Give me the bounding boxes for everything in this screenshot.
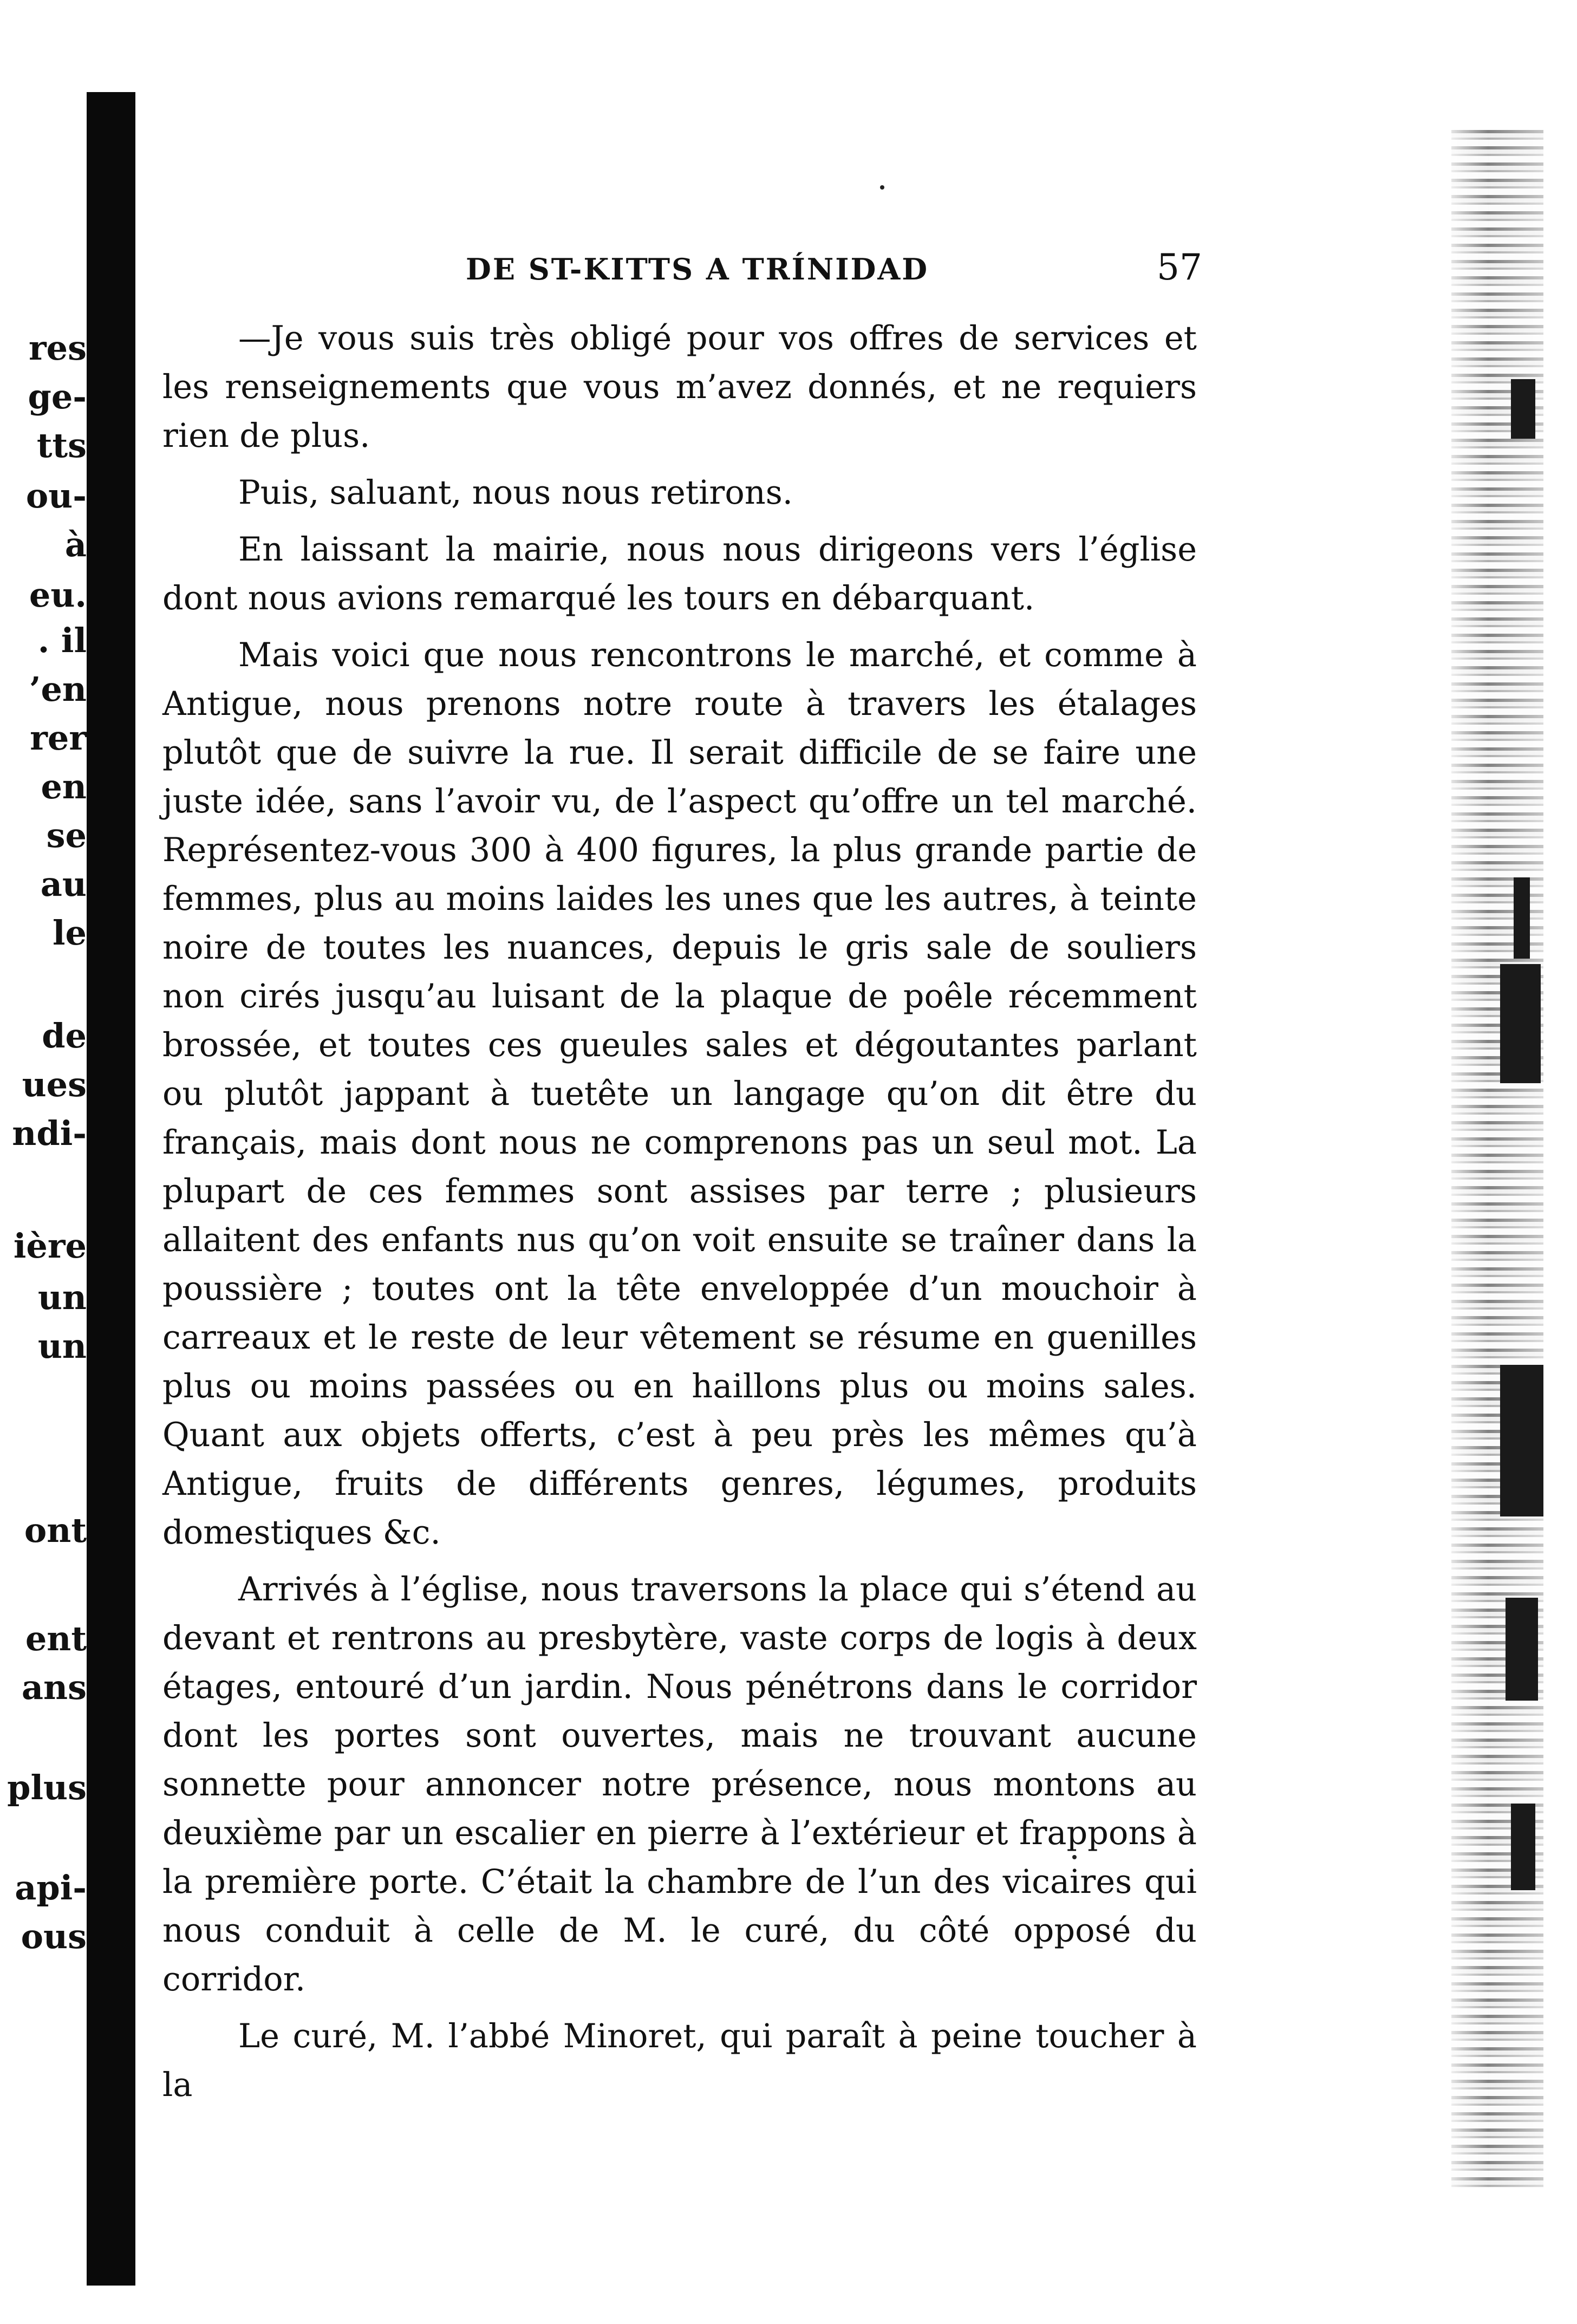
facing-fragment: au [40, 864, 87, 904]
scan-speck [880, 185, 884, 190]
facing-fragment: se [46, 816, 87, 855]
binding-shadow [87, 92, 135, 2286]
running-head [162, 246, 1202, 290]
paragraph: Le curé, M. l’abbé Minoret, qui paraît à peine toucher à la [162, 2017, 1197, 2104]
facing-fragment: ent [25, 1619, 87, 1658]
facing-fragment: ou- [25, 476, 87, 516]
facing-fragment: tts [36, 426, 87, 465]
page-number: 57 [1157, 246, 1202, 288]
body-text [162, 314, 1197, 2110]
facing-fragment: ont [24, 1511, 87, 1550]
facing-fragment: ous [21, 1917, 87, 1956]
facing-fragment: ge- [28, 377, 87, 416]
facing-page-bleed [0, 0, 87, 2324]
facing-fragment: res [28, 328, 87, 368]
edge-mark [1514, 877, 1530, 959]
edge-mark [1500, 964, 1541, 1083]
facing-fragment: ndi- [12, 1114, 87, 1153]
facing-fragment: api- [15, 1868, 87, 1908]
edge-mark [1500, 1365, 1543, 1516]
edge-mark [1511, 1804, 1535, 1890]
facing-fragment: ues [22, 1065, 87, 1104]
facing-fragment: . il [37, 621, 87, 660]
facing-fragment: de [42, 1016, 87, 1056]
paragraph: Mais voici que nous rencontrons le marché, et comme à Antigue, nous prenons notre route à travers les étalages plutôt que de suivre la rue. Il serait difficile de se faire une juste idée, sans l’avoir vu, de l’aspect qu’offre un tel marché. Représentez-vous 300 à 400 figures, la plus grande partie de femmes, plus au moins laides les unes que les autres, à teinte noire de toutes les nuances, depuis le gris sale de souliers non cirés jusqu’au luisant de la plaque de poêle récemment brossée, et toutes ces gueules sales et dégoutantes parlant ou plutôt jappant à tuetête un langage qu’on dit être du français, mais dont nous ne comprenons pas un seul mot. La plupart de ces femmes sont assises par terre ; plusieurs allaitent des enfants nus qu’on voit ensuite se traîner dans la poussière ; toutes ont la tête enveloppée d’un mouchoir à carreaux et le reste de leur vêtement se résume en guenilles plus ou moins passées ou en haillons plus ou moins sales. Quant aux objets offerts, c’est à peu près les mêmes qu’à Antigue, fruits de différents genres, légumes, produits domestiques &c. [162, 636, 1197, 1552]
facing-fragment: un [37, 1326, 87, 1366]
paragraph: En laissant la mairie, nous nous dirigeons vers l’église dont nous avions remarqué les tours en débarquant. [162, 531, 1197, 617]
facing-fragment: eu. [29, 575, 87, 615]
edge-mark [1511, 379, 1535, 439]
running-title: DE ST-KITTS A TRÍNIDAD [466, 252, 929, 287]
facing-fragment: rer [30, 718, 87, 758]
paragraph: Arrivés à l’église, nous traversons la place qui s’étend au devant et rentrons au presbytère, vaste corps de logis à deux étages, entouré d’un jardin. Nous pénétrons dans le corridor dont les portes sont ouvertes, mais ne trouvant aucune sonnette pour annoncer notre présence, nous montons au deuxième par un escalier en pierre à l’extérieur et frappons à la première porte. C’était la chambre de l’un des vicaires qui nous conduit à celle de M. le curé, du côté opposé du corridor. [162, 1571, 1197, 1998]
facing-fragment: ière [13, 1226, 87, 1266]
facing-fragment: ’en [29, 669, 87, 709]
paragraph: Puis, saluant, nous nous retirons. [238, 474, 793, 512]
paragraph: —Je vous suis très obligé pour vos offres de services et les renseignements que vous m’avez donnés, et ne requiers rien de plus. [162, 320, 1197, 455]
facing-fragment: plus [7, 1768, 87, 1807]
facing-fragment: en [41, 767, 87, 806]
facing-fragment: un [37, 1278, 87, 1317]
facing-fragment: le [53, 913, 87, 953]
facing-fragment: à [64, 525, 87, 564]
facing-fragment: ans [21, 1668, 87, 1707]
edge-mark [1506, 1598, 1538, 1701]
